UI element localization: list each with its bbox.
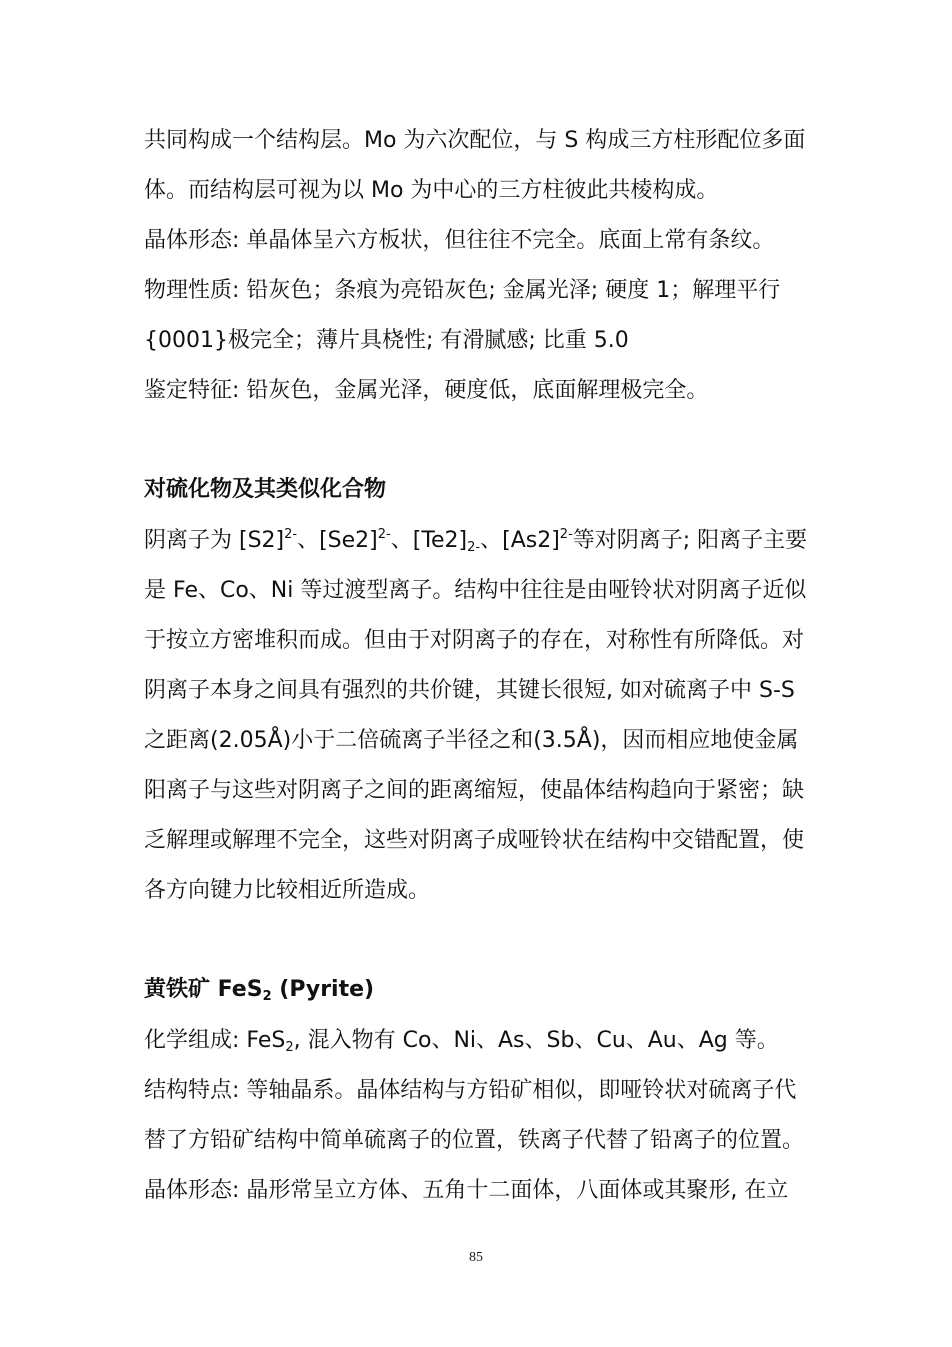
subscript: 2 <box>285 1040 294 1055</box>
text-run: 等对阴离子; 阳离子主要 <box>572 528 808 553</box>
page-number: 85 <box>469 1250 483 1265</box>
paragraph-line: 体。而结构层可视为以 Mo 为中心的三方柱彼此共棱构成。 <box>144 178 719 203</box>
subscript: 2 <box>262 989 272 1004</box>
text-run: 阴离子为 [S2] <box>144 528 285 553</box>
superscript: 2- <box>284 527 298 542</box>
heading-text: 黄铁矿 FeS <box>144 977 263 1002</box>
heading-text: (Pyrite) <box>271 977 375 1002</box>
paragraph-line: 乏解理或解理不完全，这些对阴离子成哑铃状在结构中交错配置，使 <box>144 828 805 853</box>
paragraph-line: 晶体形态: 单晶体呈六方板状，但往往不完全。底面上常有条纹。 <box>144 228 775 253</box>
text-run: 、[Te2] <box>390 528 468 553</box>
paragraph-line: 替了方铅矿结构中简单硫离子的位置，铁离子代替了铅离子的位置。 <box>144 1128 805 1153</box>
superscript: 2- <box>377 527 391 542</box>
paragraph-line: 阳离子与这些对阴离子之间的距离缩短，使晶体结构趋向于紧密；缺 <box>144 778 805 803</box>
section-heading: 对硫化物及其类似化合物 <box>144 477 387 502</box>
paragraph-line: 之距离(2.05Å)小于二倍硫离子半径之和(3.5Å)，因而相应地使金属 <box>144 728 799 753</box>
text-run: 、[As2] <box>480 528 560 553</box>
paragraph-line: {0001}极完全；薄片具桡性; 有滑腻感; 比重 5.0 <box>144 328 629 353</box>
paragraph-line: 各方向键力比较相近所造成。 <box>144 878 431 903</box>
paragraph-line <box>144 526 824 556</box>
text-run: , 混入物有 Co、Ni、As、Sb、Cu、Au、Ag 等。 <box>293 1028 779 1053</box>
paragraph-line: 阴离子本身之间具有强烈的共价键，其键长很短, 如对硫离子中 S-S <box>144 678 795 703</box>
text-run: 化学组成: FeS <box>144 1028 286 1053</box>
paragraph-line: 物理性质: 铅灰色；条痕为亮铅灰色; 金属光泽; 硬度 1；解理平行 <box>144 278 781 303</box>
paragraph-line <box>144 1026 824 1056</box>
paragraph-line: 鉴定特征: 铅灰色，金属光泽，硬度低，底面解理极完全。 <box>144 378 709 403</box>
paragraph-line: 共同构成一个结构层。Mo 为六次配位，与 S 构成三方柱形配位多面 <box>144 128 806 153</box>
subscript: 2- <box>467 540 481 555</box>
paragraph-line: 于按立方密堆积而成。但由于对阴离子的存在，对称性有所降低。对 <box>144 628 805 653</box>
paragraph-line: 是 Fe、Co、Ni 等过渡型离子。结构中往往是由哑铃状对阴离子近似 <box>144 578 807 603</box>
paragraph-line: 结构特点: 等轴晶系。晶体结构与方铅矿相似，即哑铃状对硫离子代 <box>144 1078 797 1103</box>
text-run: 、[Se2] <box>297 528 378 553</box>
paragraph-line: 晶体形态: 晶形常呈立方体、五角十二面体，八面体或其聚形, 在立 <box>144 1178 789 1203</box>
section-heading <box>144 975 824 1005</box>
superscript: 2- <box>559 527 573 542</box>
